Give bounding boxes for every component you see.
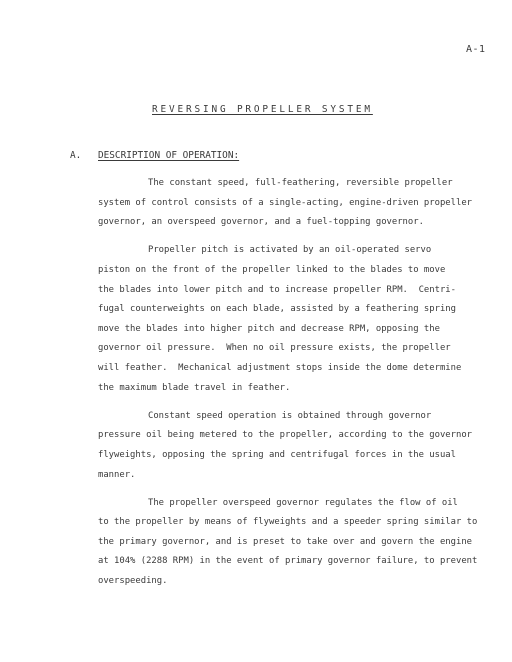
page-number: A-1 bbox=[466, 44, 486, 55]
section-title: DESCRIPTION OF OPERATION: bbox=[98, 150, 240, 161]
paragraph bbox=[98, 494, 498, 592]
paragraph-line: Propeller pitch is activated by an oil-operated servo bbox=[148, 245, 432, 256]
section-heading bbox=[70, 150, 239, 161]
paragraph-line: move the blades into higher pitch and decrease RPM, opposing the bbox=[98, 323, 440, 334]
paragraph-line: to the propeller by means of flyweights and a speeder spring similar to bbox=[98, 517, 478, 528]
paragraph-line: flyweights, opposing the spring and centrifugal forces in the usual bbox=[98, 449, 456, 460]
paragraph-line: manner. bbox=[98, 469, 136, 480]
paragraph-line: fugal counterweights on each blade, assisted by a feathering spring bbox=[98, 304, 456, 315]
paragraph-line: overspeeding. bbox=[98, 576, 168, 587]
paragraph-line: the maximum blade travel in feather. bbox=[98, 382, 291, 393]
paragraph-line: governor, an overspeed governor, and a fuel-topping governor. bbox=[98, 217, 424, 228]
paragraph-line: Constant speed operation is obtained through governor bbox=[148, 410, 432, 421]
paragraph-line: the blades into lower pitch and to increase propeller RPM. Centri- bbox=[98, 284, 456, 295]
paragraph-line: piston on the front of the propeller linked to the blades to move bbox=[98, 264, 446, 275]
paragraph bbox=[98, 241, 498, 398]
section-letter: A. bbox=[70, 150, 82, 161]
paragraph-line: pressure oil being metered to the propeller, according to the governor bbox=[98, 430, 473, 441]
paragraph-line: will feather. Mechanical adjustment stops inside the dome determine bbox=[98, 362, 462, 373]
paragraph-line: system of control consists of a single-acting, engine-driven propeller bbox=[98, 197, 473, 208]
paragraph bbox=[98, 407, 498, 485]
document-title: REVERSING PROPELLER SYSTEM bbox=[152, 104, 373, 115]
paragraph-line: governor oil pressure. When no oil pressure exists, the propeller bbox=[98, 343, 451, 354]
paragraph-line: at 104% (2288 RPM) in the event of primary governor failure, to prevent bbox=[98, 556, 478, 567]
paragraph-line: The propeller overspeed governor regulates the flow of oil bbox=[148, 497, 458, 508]
paragraph-line: The constant speed, full-feathering, reversible propeller bbox=[148, 178, 453, 188]
body-text bbox=[98, 174, 498, 600]
paragraph-line: the primary governor, and is preset to take over and govern the engine bbox=[98, 536, 473, 547]
paragraph bbox=[98, 174, 498, 233]
